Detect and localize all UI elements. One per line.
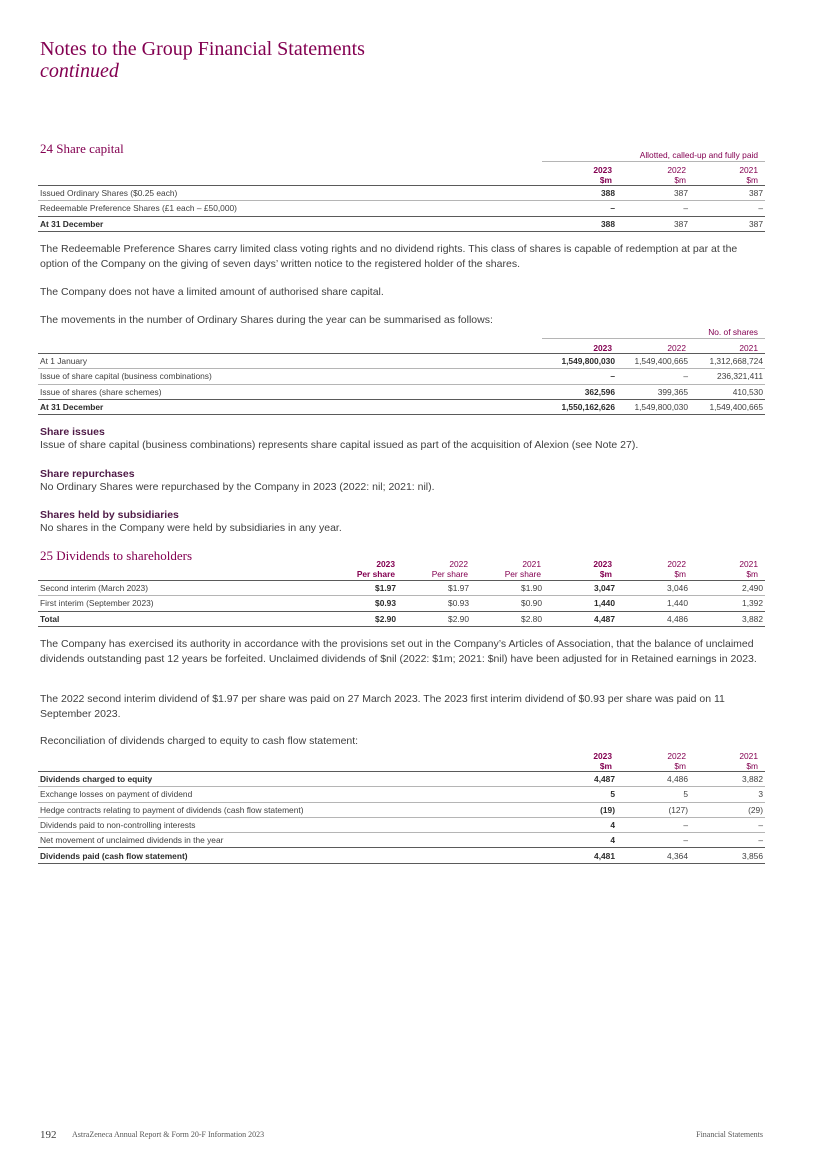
paragraph: Issue of share capital (business combinations) represents share capital issued as part of the acquisition of Alexion (see Note 27). bbox=[40, 439, 639, 451]
table-row: Hedge contracts relating to payment of dividends (cash flow statement) (19) (127) (29) bbox=[38, 802, 765, 817]
note-25-title: 25 Dividends to shareholders bbox=[40, 548, 193, 563]
col-header-2021: 2021 bbox=[739, 343, 758, 353]
table-total-row: At 31 December 1,550,162,626 1,549,800,030 1,549,400,665 bbox=[38, 399, 765, 414]
page-subtitle: continued bbox=[40, 60, 119, 82]
col-header-2022: 2022 bbox=[667, 343, 686, 353]
table-row: Issue of share capital (business combinations) – – 236,321,411 bbox=[38, 369, 765, 384]
paragraph: Reconciliation of dividends charged to equity to cash flow statement: bbox=[40, 735, 359, 747]
shares-held-heading: Shares held by subsidiaries bbox=[40, 509, 179, 521]
table-row: Redeemable Preference Shares (£1 each – £50,000) – – – bbox=[38, 201, 765, 216]
caption-rule bbox=[542, 338, 765, 339]
movements-caption: No. of shares bbox=[708, 327, 758, 337]
table-row: Second interim (March 2023) $1.97 $1.97 $1.90 3,047 3,046 2,490 bbox=[38, 581, 765, 596]
report-name: AstraZeneca Annual Report & Form 20-F Information 2023 bbox=[72, 1130, 265, 1139]
paragraph: The 2022 second interim dividend of $1.97 per share was paid on 27 March 2023. The 2023 first interim dividend of $0.93 per share was paid on 11 September 2023. bbox=[40, 693, 725, 720]
paragraph: The movements in the number of Ordinary Shares during the year can be summarised as follows: bbox=[40, 314, 493, 326]
share-movements-table bbox=[38, 353, 765, 415]
share-issues-heading: Share issues bbox=[40, 426, 105, 438]
col-header-2022-m: 2022 $m bbox=[667, 559, 686, 579]
share-capital-table bbox=[38, 185, 765, 232]
col-header-2021-m: 2021 $m bbox=[739, 559, 758, 579]
col-header-2023: 2023 $m bbox=[593, 165, 612, 185]
col-header-2021: 2021 $m bbox=[739, 751, 758, 771]
paragraph: The Company has exercised its authority in accordance with the provisions set out in the Company’s Articles of Association, that the balance of unclaimed dividends outstanding past 12 years be forfeited. Unclaimed dividends of $nil (2022: $1m; 2021: $nil) have been adjusted for in Retained earnings in 2023. bbox=[40, 638, 757, 665]
col-header-2023: 2023 $m bbox=[593, 751, 612, 771]
paragraph: No Ordinary Shares were repurchased by the Company in 2023 (2022: nil; 2021: nil). bbox=[40, 481, 435, 493]
note-24-title: 24 Share capital bbox=[40, 141, 124, 156]
table-total-row: Total $2.90 $2.90 $2.80 4,487 4,486 3,882 bbox=[38, 611, 765, 626]
reconciliation-table bbox=[38, 771, 765, 864]
col-header-2022-per-share: 2022 Per share bbox=[431, 559, 468, 579]
col-header-2021-per-share: 2021 Per share bbox=[504, 559, 541, 579]
table-row: First interim (September 2023) $0.93 $0.93 $0.90 1,440 1,440 1,392 bbox=[38, 596, 765, 611]
table-total-row: At 31 December 388 387 387 bbox=[38, 216, 765, 231]
table-row: Net movement of unclaimed dividends in the year 4 – – bbox=[38, 833, 765, 848]
paragraph: No shares in the Company were held by subsidiaries in any year. bbox=[40, 522, 342, 534]
col-header-2023-per-share: 2023 Per share bbox=[356, 559, 395, 579]
col-header-2021: 2021 $m bbox=[739, 165, 758, 185]
col-header-2022: 2022 $m bbox=[667, 751, 686, 771]
page-title: Notes to the Group Financial Statements bbox=[40, 38, 365, 60]
share-repurchases-heading: Share repurchases bbox=[40, 468, 135, 480]
share-capital-caption: Allotted, called-up and fully paid bbox=[639, 150, 758, 160]
col-header-2022: 2022 $m bbox=[667, 165, 686, 185]
dividends-table bbox=[38, 580, 765, 627]
table-row: Dividends paid to non-controlling interests 4 – – bbox=[38, 817, 765, 832]
paragraph: The Redeemable Preference Shares carry limited class voting rights and no dividend rights. This class of shares is capable of redemption at par at the option of the Company on the giving of seven days’ written notice to the registered holder of the shares. bbox=[40, 243, 738, 270]
paragraph: The Company does not have a limited amount of authorised share capital. bbox=[40, 286, 384, 298]
table-total-row: Dividends paid (cash flow statement) 4,481 4,364 3,856 bbox=[38, 848, 765, 863]
col-header-2023: 2023 bbox=[593, 343, 612, 353]
table-row: Issued Ordinary Shares ($0.25 each) 388 387 387 bbox=[38, 186, 765, 201]
table-row: At 1 January 1,549,800,030 1,549,400,665 1,312,668,724 bbox=[38, 354, 765, 369]
table-row: Dividends charged to equity 4,487 4,486 3,882 bbox=[38, 772, 765, 787]
caption-rule bbox=[542, 161, 765, 162]
col-header-2023-m: 2023 $m bbox=[593, 559, 612, 579]
section-name: Financial Statements bbox=[696, 1130, 763, 1139]
table-row: Exchange losses on payment of dividend 5 5 3 bbox=[38, 787, 765, 802]
page-number: 192 bbox=[40, 1129, 57, 1141]
table-row: Issue of shares (share schemes) 362,596 399,365 410,530 bbox=[38, 384, 765, 399]
